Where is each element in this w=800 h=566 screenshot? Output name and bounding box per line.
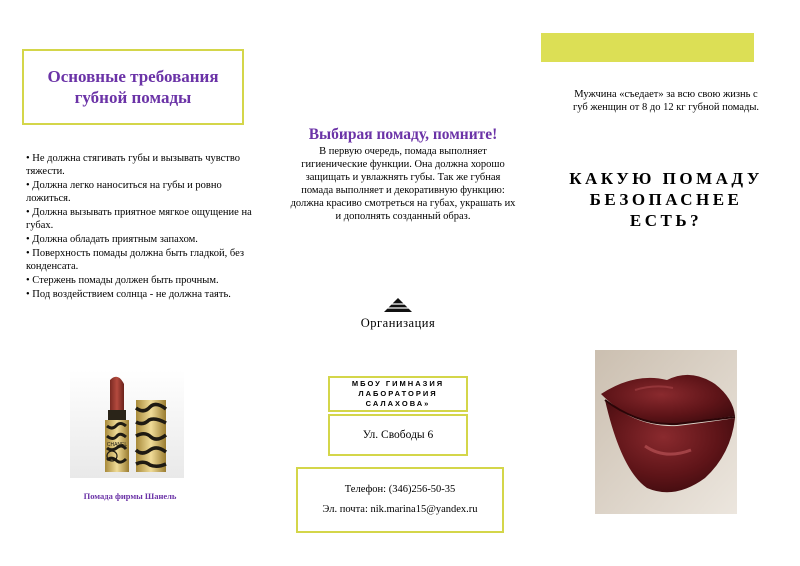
photo-caption: Помада фирмы Шанель: [83, 491, 177, 501]
school-name: МБОУ ГИМНАЗИЯ ЛАБОРАТОРИЯ САЛАХОВА»: [351, 379, 445, 408]
address: Ул. Свободы 6: [362, 429, 434, 441]
requirements-title: Основные требования губной помады: [47, 67, 219, 107]
list-item: • Стержень помады должен быть прочным.: [26, 275, 219, 286]
requirements-title-box: [22, 49, 244, 125]
list-item: • Должна обладать приятным запахом.: [26, 234, 198, 245]
choose-title: Выбирая помаду, помните!: [308, 126, 498, 143]
list-item: • Должна легко наноситься на губы и ровно ложиться.: [26, 180, 222, 204]
lipstick-fact: Мужчина «съедает» за всю свою жизнь с губ женщин от 8 до 12 кг губной помады.: [572, 89, 760, 113]
lipstick-photo: [70, 370, 184, 478]
list-item: • Под воздействием солнца - не должна таять.: [26, 289, 231, 300]
brochure-headline: КАКУЮ ПОМАДУ БЕЗОПАСНЕЕ ЕСТЬ?: [569, 169, 763, 230]
address-box: [328, 414, 468, 456]
lipstick-brand-text: CHANEL: [106, 442, 128, 448]
contact-box: [296, 467, 504, 533]
list-item: • Должна вызывать приятное мягкое ощущение на губах.: [26, 207, 252, 231]
phone: Телефон: (346)256-50-35: [344, 484, 456, 495]
organization-logo-icon: [384, 298, 412, 312]
lips-photo: [595, 350, 737, 514]
email[interactable]: Эл. почта: nik.marina15@yandex.ru: [322, 504, 478, 515]
choose-body-text: В первую очередь, помада выполняет гигиенические функции. Она должна хорошо защищать и увлажнять губы. Так же губная помада выполняет и декоративную функцию: должна красиво смотреться на губах, украшать их и дополнять созданный образ.: [290, 146, 516, 222]
list-item: • Поверхность помады должна быть гладкой, без конденсата.: [26, 248, 245, 272]
list-item: • Не должна стягивать губы и вызывать чувство тяжести.: [26, 153, 241, 177]
organization-name: Организация: [360, 316, 436, 330]
lipstick-bullet: [110, 377, 124, 410]
yellow-accent-bar: [541, 33, 754, 62]
school-name-box: [328, 376, 468, 412]
requirements-list: [26, 152, 258, 302]
